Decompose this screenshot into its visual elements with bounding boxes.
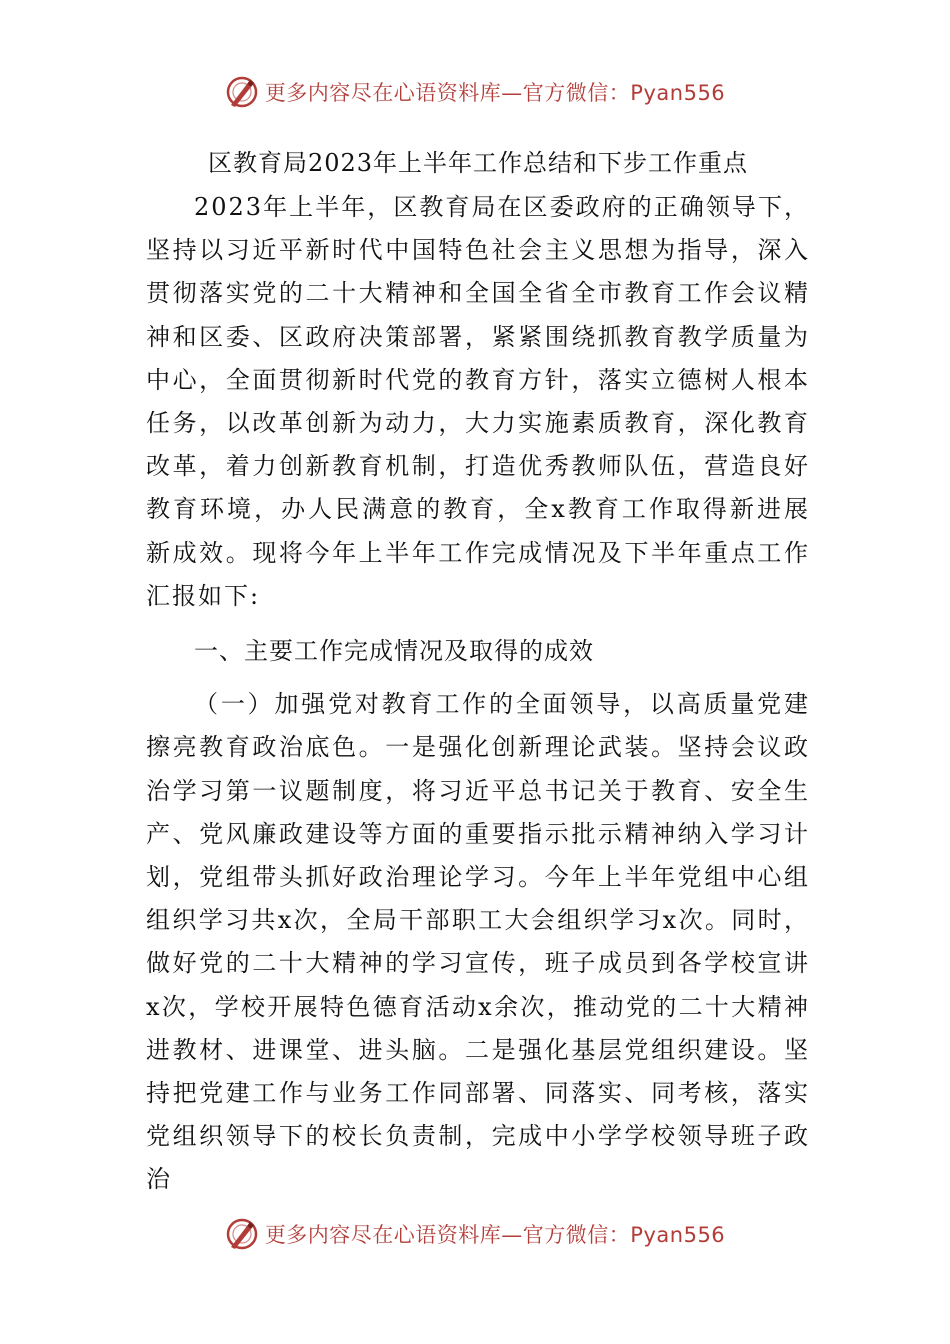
pen-logo-icon [225, 1217, 259, 1251]
watermark-text: 更多内容尽在心语资料库—官方微信：Pyan556 [264, 81, 726, 105]
page-title: 区教育局2023年上半年工作总结和下步工作重点 [207, 149, 749, 177]
intro-paragraph: 2023年上半年，区教育局在区委政府的正确领导下，坚持以习近平新时代中国特色社会主义思想为指导，深入贯彻落实党的二十大精神和全国全省全市教育工作会议精神和区委、区政府决策部署，紧紧围绕抓教育教学质量为中心，全面贯彻新时代党的教育方针，落实立德树人根本任务，以改革创新为动力，大力实施素质教育，深化教育改革，着力创新教育机制，打造优秀教师队伍，营造良好教育环境，办人民满意的教育，全x教育工作取得新进展新成效。现将今年上半年工作完成情况及下半年重点工作汇报如下: [146, 193, 810, 610]
pen-logo-icon [225, 75, 259, 109]
section-heading: 一、主要工作完成情况及取得的成效 [194, 637, 594, 666]
top-watermark-banner [0, 72, 950, 112]
section-paragraph: （一）加强党对教育工作的全面领导，以高质量党建擦亮教育政治底色。一是强化创新理论武装。坚持会议政治学习第一议题制度，将习近平总书记关于教育、安全生产、党风廉政建设等方面的重要指示批示精神纳入学习计划，党组带头抓好政治理论学习。今年上半年党组中心组组织学习共x次，全局干部职工大会组织学习x次。同时，做好党的二十大精神的学习宣传，班子成员到各学校宣讲x次，学校开展特色德育活动x余次，推动党的二十大精神进教材、进课堂、进头脑。二是强化基层党组织建设。坚持把党建工作与业务工作同部署、同落实、同考核，落实党组织领导下的校长负责制，完成中小学学校领导班子政治 [146, 690, 810, 1194]
document-body [146, 140, 810, 1202]
watermark-text: 更多内容尽在心语资料库—官方微信：Pyan556 [264, 1223, 726, 1247]
bottom-watermark-banner [0, 1214, 950, 1254]
